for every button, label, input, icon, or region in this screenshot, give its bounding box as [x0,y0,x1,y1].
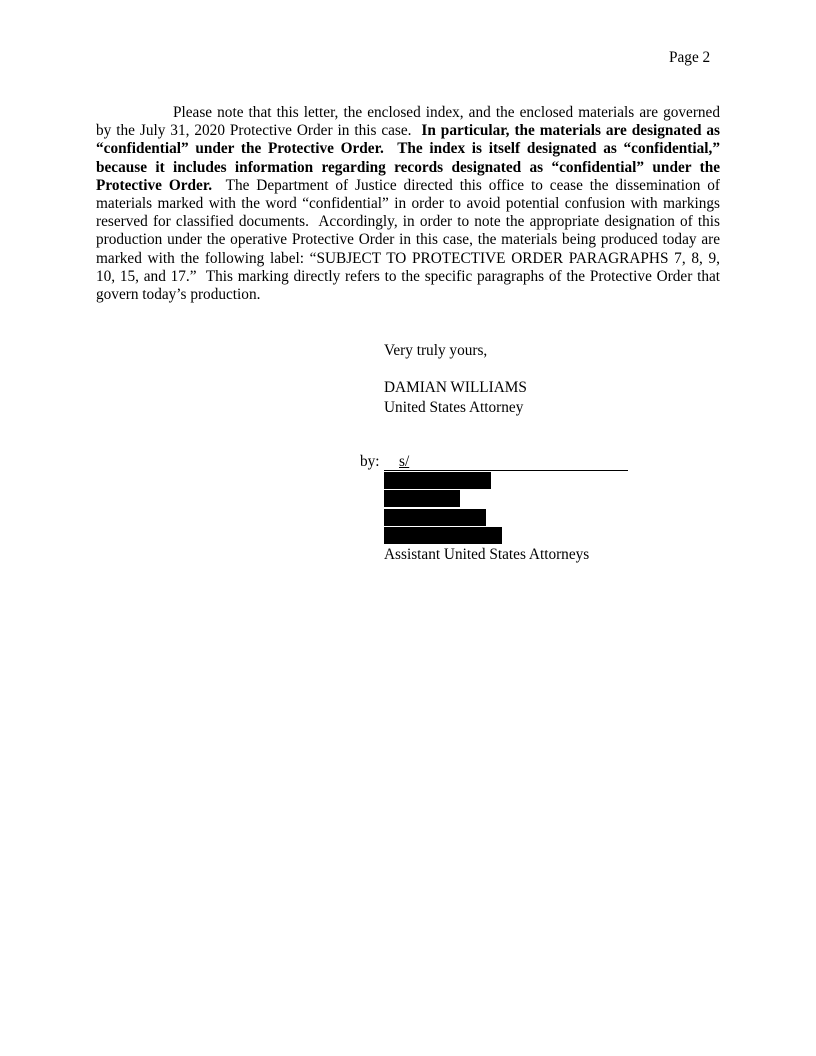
signature-mark: s/ [399,453,410,470]
redaction-bar [384,490,460,507]
paragraph-text-part3: Accordingly, in order to note the appropriate designation of this production under the operative Protective Order in this case, the materials being produced today are marked with the following label: “SUBJECT TO PROTECTIVE ORDER PARAGRAPHS 7, 8, 9, 10, 15, and 17.” [96,213,720,285]
redaction-bar [384,509,486,526]
attorneys-title: Assistant United States Attorneys [384,546,590,563]
paragraph-text-part1: Please note that this letter, the enclosed index, and the enclosed materials are governed by the July 31, 2020 Protective Order in this case. [96,104,720,140]
signer-title: United States Attorney [384,399,524,416]
paragraph-bold-sentence-1: In particular, the materials are designated as “confidential” under the Protective Order. [96,122,721,158]
redaction-bar [384,472,491,489]
signature-by-row [360,453,410,471]
page-number: Page 2 [669,49,711,66]
paragraph-text-part2: The Department of Justice directed this office to cease the dissemination of materials marked with the word “confidential” in order to avoid potential confusion with markings reserved for classified documents. [96,176,720,231]
redaction-bar [384,527,502,544]
paragraph-bold-sentence-2: The index is itself designated as “confidential,” because it includes information regarding records designated as “confidential” under the Protective Order. [96,140,720,194]
by-label: by: [360,453,380,470]
signature-line [384,453,628,471]
body-paragraph [96,104,720,304]
closing-line: Very truly yours, [384,342,488,359]
signer-name: DAMIAN WILLIAMS [384,379,527,396]
paragraph-text-part4: This marking directly refers to the specific paragraphs of the Protective Order that govern today’s production. [96,267,721,304]
